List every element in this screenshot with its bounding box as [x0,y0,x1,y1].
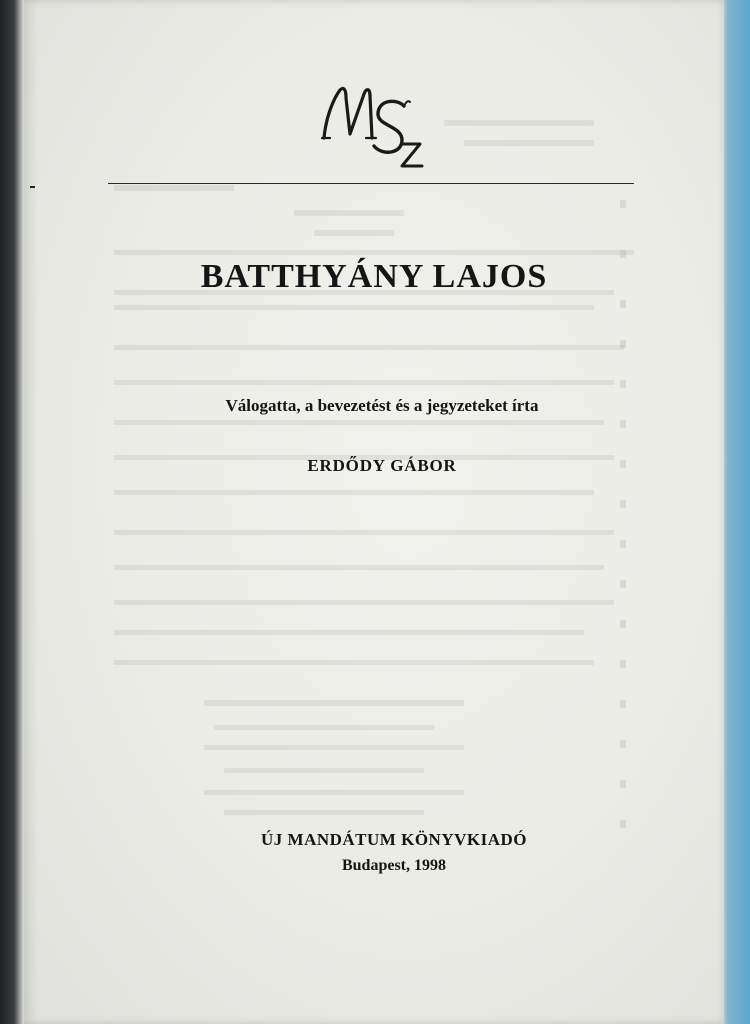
publisher-name: ÚJ MANDÁTUM KÖNYVKIADÓ [261,830,527,849]
editor-name: ERDŐDY GÁBOR [307,456,457,475]
margin-mark [30,186,35,188]
book-title: BATTHYÁNY LAJOS [200,258,548,295]
title-page [24,0,724,1024]
publication-place-year: Budapest, 1998 [341,857,447,874]
msz-logo [316,76,446,176]
editor-credit-line: Válogatta, a bevezetést és a jegyzeteket írta [225,396,539,415]
header-rule [108,183,634,184]
